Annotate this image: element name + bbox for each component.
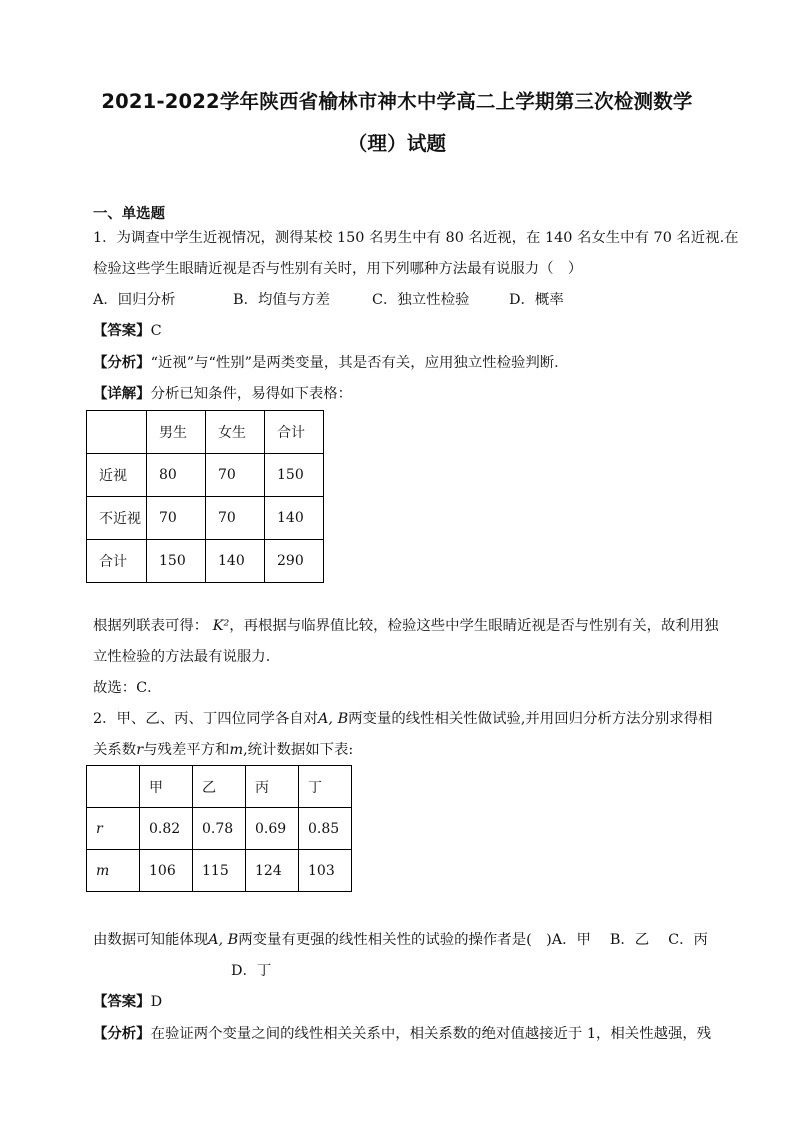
- table-cell: 124: [246, 850, 299, 892]
- q2-question-post: 两变量有更强的线性相关性的试验的操作者是( )A．甲 B．乙 C．丙: [238, 932, 708, 948]
- q2-stem2-post: ,统计数据如下表:: [243, 742, 354, 758]
- q1-option-d: D．概率: [509, 292, 564, 308]
- q1-detail-line: [93, 384, 352, 404]
- table-cell: 103: [299, 850, 352, 892]
- table-cell: 乙: [193, 766, 246, 808]
- q1-analysis: “近视”与“性别”是两类变量，其是否有关，应用独立性检验判断．: [150, 355, 569, 371]
- q1-conclusion-pre: 根据列联表可得：: [93, 618, 209, 634]
- q1-analysis-line: [93, 353, 569, 373]
- q1-conclusion-var: K²: [212, 618, 230, 634]
- table-cell: 115: [193, 850, 246, 892]
- q2-stem-line-1: [93, 709, 713, 729]
- table-cell: r: [87, 808, 140, 850]
- q1-option-c: C．独立性检验: [372, 292, 470, 308]
- table-row: [87, 540, 324, 583]
- table-cell: 140: [265, 497, 324, 540]
- table-row: [87, 454, 324, 497]
- table-header-row: [87, 766, 352, 808]
- table-cell: [87, 766, 140, 808]
- table-cell: 丙: [246, 766, 299, 808]
- q2-stem2-mid: 与残差平方和: [143, 742, 230, 758]
- q1-conclusion-line-1: [93, 616, 719, 636]
- q2-stem-vars: A, B: [318, 711, 349, 727]
- section-heading: 一、单选题: [93, 206, 165, 222]
- q1-stem-line-1: 1．为调查中学生近视情况，测得某校 150 名男生中有 80 名近视，在 140 名女生中有 70 名近视.在: [93, 230, 739, 246]
- table-cell: 0.85: [299, 808, 352, 850]
- table-cell: 80: [147, 454, 206, 497]
- q1-option-b: B．均值与方差: [233, 292, 330, 308]
- table-cell: 290: [265, 540, 324, 583]
- table-cell: 70: [147, 497, 206, 540]
- table-cell: 丁: [299, 766, 352, 808]
- q1-detail: 分析已知条件，易得如下表格：: [150, 386, 353, 402]
- q2-var-r: r: [136, 742, 144, 758]
- table-cell: 合计: [87, 540, 147, 583]
- q2-stem-line-2: [93, 740, 353, 760]
- q1-answer: C: [150, 323, 162, 339]
- table-cell: 女生: [206, 411, 265, 454]
- q1-option-a: A．回归分析: [93, 292, 176, 308]
- table-cell: 150: [265, 454, 324, 497]
- table-cell: 近视: [87, 454, 147, 497]
- q2-answer: D: [150, 994, 163, 1010]
- q2-var-m: m: [229, 742, 244, 758]
- q2-stem-pre: 2．甲、乙、丙、丁四位同学各自对: [93, 711, 319, 727]
- table-cell: m: [87, 850, 140, 892]
- table-cell: 合计: [265, 411, 324, 454]
- table-cell: 0.69: [246, 808, 299, 850]
- table-cell: 0.82: [140, 808, 193, 850]
- q2-analysis: 在验证两个变量之间的线性相关关系中，相关系数的绝对值越接近于 1，相关性越强，残: [150, 1026, 712, 1042]
- q2-question-vars: A, B: [208, 932, 239, 948]
- page-title-line-2: （理）试题: [347, 132, 447, 155]
- table-cell: 0.78: [193, 808, 246, 850]
- q2-question-line: [93, 930, 708, 950]
- q1-detail-tag: 【详解】: [93, 386, 151, 402]
- table-cell: 150: [147, 540, 206, 583]
- q2-analysis-line: [93, 1024, 711, 1044]
- table-row: [87, 497, 324, 540]
- q2-option-d: D．丁: [231, 963, 272, 979]
- table-cell: [87, 411, 147, 454]
- q1-conclusion-line-2: 立性检验的方法最有说服力．: [93, 649, 281, 665]
- q1-choose: 故选：C．: [93, 680, 162, 696]
- q2-stem-post: 两变量的线性相关性做试验,并用回归分析方法分别求得相: [348, 711, 713, 727]
- q1-stem-line-2: 检验这些学生眼睛近视是否与性别有关时，用下列哪种方法最有说服力（ ）: [93, 261, 583, 277]
- table-row: [87, 850, 352, 892]
- table-cell: 70: [206, 454, 265, 497]
- q2-answer-line: [93, 992, 162, 1012]
- table-header-row: [87, 411, 324, 454]
- q1-conclusion-post: ，再根据与临界值比较，检验这些中学生眼睛近视是否与性别有关，故利用独: [229, 618, 719, 634]
- q1-analysis-tag: 【分析】: [93, 355, 151, 371]
- q2-question-pre: 由数据可知能体现: [93, 932, 209, 948]
- table-cell: 140: [206, 540, 265, 583]
- table-row: [87, 808, 352, 850]
- table-cell: 男生: [147, 411, 206, 454]
- q1-answer-line: [93, 321, 162, 341]
- q2-answer-tag: 【答案】: [93, 994, 151, 1010]
- page-title-line-1: 2021-2022学年陕西省榆林市神木中学高二上学期第三次检测数学: [101, 90, 693, 113]
- q2-analysis-tag: 【分析】: [93, 1026, 151, 1042]
- q1-options: [93, 290, 693, 310]
- q2-stem2-pre: 关系数: [93, 742, 137, 758]
- q2-statistics-table: [86, 765, 352, 892]
- q1-contingency-table: [86, 410, 324, 583]
- q1-answer-tag: 【答案】: [93, 323, 151, 339]
- table-cell: 甲: [140, 766, 193, 808]
- table-cell: 70: [206, 497, 265, 540]
- table-cell: 不近视: [87, 497, 147, 540]
- table-cell: 106: [140, 850, 193, 892]
